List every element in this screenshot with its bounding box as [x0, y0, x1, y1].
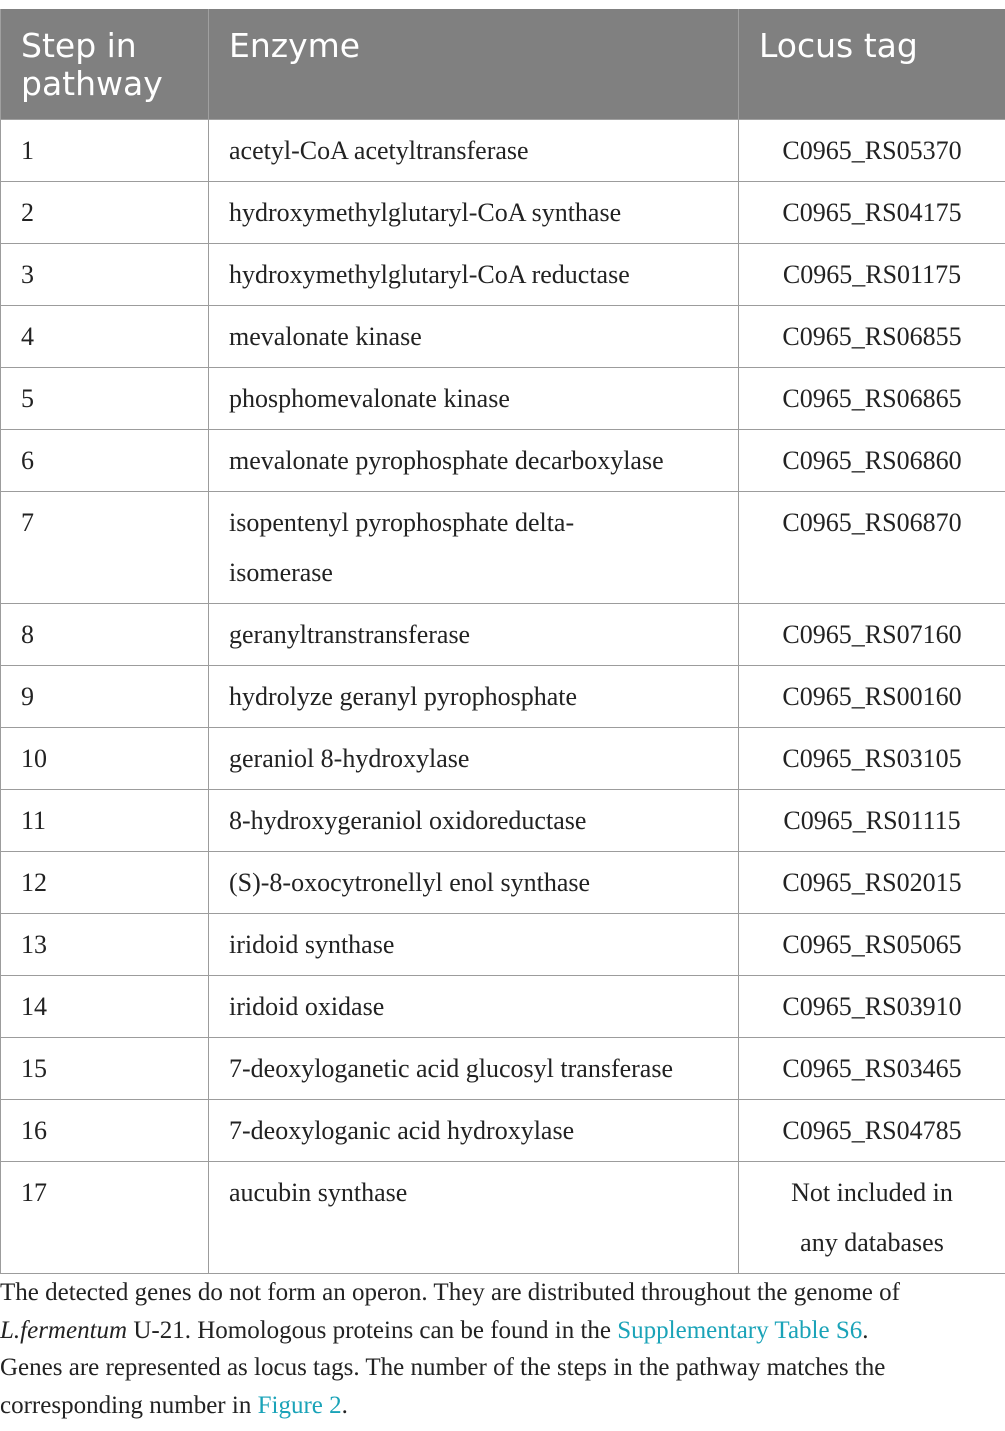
step-cell: 2: [1, 181, 209, 243]
locus-cell: C0965_RS05065: [739, 913, 1005, 975]
locus-cell: C0965_RS06870: [739, 491, 1005, 603]
table-row: [1, 429, 1005, 491]
header-row: [1, 9, 1005, 119]
table-row: [1, 727, 1005, 789]
step-cell: 10: [1, 727, 209, 789]
step-cell: 3: [1, 243, 209, 305]
table-row: [1, 119, 1005, 181]
locus-cell: C0965_RS01115: [739, 789, 1005, 851]
header-enzyme: Enzyme: [209, 9, 739, 119]
supplementary-table-link[interactable]: Supplementary Table S6: [617, 1316, 863, 1344]
table-row: [1, 243, 1005, 305]
figure-link[interactable]: Figure 2: [257, 1391, 342, 1419]
step-cell: 12: [1, 851, 209, 913]
enzyme-cell: geranyltranstransferase: [209, 603, 739, 665]
locus-cell: C0965_RS05370: [739, 119, 1005, 181]
header-locus-tag: Locus tag: [739, 9, 1005, 119]
footnote-text-5: corresponding number in: [0, 1391, 258, 1419]
table-row: [1, 181, 1005, 243]
table-body: [1, 119, 1005, 1273]
header-step-line1: Step in: [21, 26, 137, 65]
step-cell: 1: [1, 119, 209, 181]
step-cell: 8: [1, 603, 209, 665]
table-row: [1, 665, 1005, 727]
locus-cell: C0965_RS04175: [739, 181, 1005, 243]
table-row: [1, 491, 1005, 603]
locus-cell: C0965_RS03910: [739, 975, 1005, 1037]
enzyme-cell: aucubin synthase: [209, 1161, 739, 1273]
step-cell: 5: [1, 367, 209, 429]
enzyme-cell: iridoid synthase: [209, 913, 739, 975]
table-row: [1, 1037, 1005, 1099]
enzyme-line2: isomerase: [229, 557, 333, 587]
step-cell: 16: [1, 1099, 209, 1161]
enzyme-cell: mevalonate pyrophosphate decarboxylase: [209, 429, 739, 491]
step-cell: 6: [1, 429, 209, 491]
locus-cell: C0965_RS03105: [739, 727, 1005, 789]
step-cell: 7: [1, 491, 209, 603]
table-row: [1, 789, 1005, 851]
locus-cell: C0965_RS03465: [739, 1037, 1005, 1099]
step-cell: 13: [1, 913, 209, 975]
locus-line1: Not included in: [791, 1177, 953, 1207]
enzyme-cell: 8-hydroxygeraniol oxidoreductase: [209, 789, 739, 851]
step-cell: 11: [1, 789, 209, 851]
enzyme-cell: mevalonate kinase: [209, 305, 739, 367]
footnote-species: L.fermentum: [0, 1316, 128, 1344]
table-header: [1, 9, 1005, 119]
table-row: [1, 1099, 1005, 1161]
pathway-table: [0, 9, 1005, 1274]
enzyme-cell: hydroxymethylglutaryl-CoA reductase: [209, 243, 739, 305]
enzyme-cell: 7-deoxyloganetic acid glucosyl transferase: [209, 1037, 739, 1099]
enzyme-cell: 7-deoxyloganic acid hydroxylase: [209, 1099, 739, 1161]
enzyme-line1: isopentenyl pyrophosphate delta-: [229, 507, 575, 537]
enzyme-cell: [209, 491, 739, 603]
table-row: [1, 603, 1005, 665]
step-cell: 9: [1, 665, 209, 727]
locus-cell: C0965_RS04785: [739, 1099, 1005, 1161]
locus-line2: any databases: [800, 1227, 944, 1257]
enzyme-cell: geraniol 8-hydroxylase: [209, 727, 739, 789]
footnote-text-3: .: [862, 1316, 869, 1344]
table-row: [1, 1161, 1005, 1273]
locus-cell: C0965_RS06855: [739, 305, 1005, 367]
step-cell: 17: [1, 1161, 209, 1273]
enzyme-cell: phosphomevalonate kinase: [209, 367, 739, 429]
header-step: [1, 9, 209, 119]
table-footnote: [0, 1274, 1000, 1424]
footnote-text-4: Genes are represented as locus tags. The number of the steps in the pathway matches the: [0, 1354, 886, 1381]
step-cell: 4: [1, 305, 209, 367]
locus-cell: C0965_RS06860: [739, 429, 1005, 491]
table-row: [1, 975, 1005, 1037]
enzyme-cell: acetyl-CoA acetyltransferase: [209, 119, 739, 181]
table-row: [1, 851, 1005, 913]
enzyme-cell: iridoid oxidase: [209, 975, 739, 1037]
footnote-text-6: .: [341, 1391, 348, 1419]
locus-cell: C0965_RS07160: [739, 603, 1005, 665]
footnote-text-1: The detected genes do not form an operon. They are distributed throughout the genome of: [0, 1279, 900, 1306]
enzyme-cell: hydroxymethylglutaryl-CoA synthase: [209, 181, 739, 243]
locus-cell: C0965_RS02015: [739, 851, 1005, 913]
table-row: [1, 305, 1005, 367]
locus-cell: C0965_RS06865: [739, 367, 1005, 429]
table-row: [1, 913, 1005, 975]
enzyme-cell: hydrolyze geranyl pyrophosphate: [209, 665, 739, 727]
locus-cell: C0965_RS01175: [739, 243, 1005, 305]
table-row: [1, 367, 1005, 429]
step-cell: 15: [1, 1037, 209, 1099]
locus-cell: [739, 1161, 1005, 1273]
enzyme-cell: (S)-8-oxocytronellyl enol synthase: [209, 851, 739, 913]
header-step-line2: pathway: [21, 64, 163, 103]
step-cell: 14: [1, 975, 209, 1037]
locus-cell: C0965_RS00160: [739, 665, 1005, 727]
footnote-text-2: U-21. Homologous proteins can be found in the: [127, 1316, 618, 1344]
